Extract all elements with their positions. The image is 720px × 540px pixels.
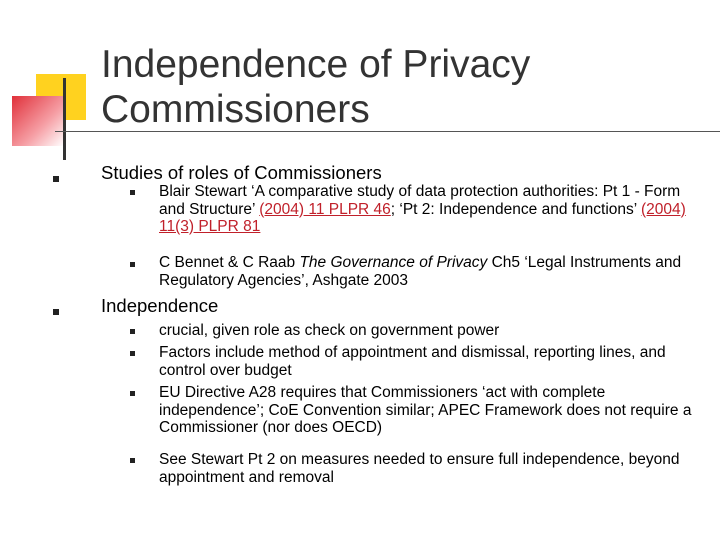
slide-title <box>101 42 701 132</box>
slide-title-line-1: Independence of Privacy <box>101 43 531 86</box>
list-item-see-stewart: See Stewart Pt 2 on measures needed to ensure full independence, beyond appointment and removal <box>159 451 680 486</box>
list-item-eu-directive: EU Directive A28 requires that Commissioners ‘act with complete independence’; CoE Convention similar; APEC Framework does not require a Commissioner (nor does OECD) <box>159 384 692 436</box>
bullet-icon <box>53 309 59 315</box>
list-item-bennet-raab <box>159 254 699 289</box>
bennet-text-a: C Bennet & C Raab <box>159 254 300 271</box>
citation-link-plpr-81[interactable]: (2004) 11(3) PLPR 81 <box>159 200 686 235</box>
section-heading-independence: Independence <box>101 295 219 316</box>
bullet-icon <box>130 262 135 267</box>
stewart-text-b: ; ‘Pt 2: Independence and functions’ <box>390 200 641 218</box>
slide-title-line-2: Commissioners <box>101 88 370 131</box>
book-title: The Governance of Privacy <box>299 254 488 271</box>
bennet-text-b: Ch5 ‘Legal Instruments and Regulatory Agencies’, Ashgate 2003 <box>159 254 682 289</box>
list-item-factors: Factors include method of appointment and dismissal, reporting lines, and control over budget <box>159 344 666 379</box>
bullet-icon <box>130 391 135 396</box>
bullet-icon <box>130 458 135 463</box>
decorative-red-square <box>12 96 64 146</box>
stewart-text-a: Blair Stewart ‘A comparative study of data protection authorities: Pt 1 - Form and Structure’ <box>159 183 681 218</box>
bullet-icon <box>130 190 135 195</box>
section-heading-studies: Studies of roles of Commissioners <box>101 162 382 183</box>
bullet-icon <box>53 176 59 182</box>
decorative-vertical-line <box>63 78 66 160</box>
bullet-icon <box>130 351 135 356</box>
list-item-stewart <box>159 183 699 236</box>
list-item-crucial: crucial, given role as check on government power <box>159 322 500 339</box>
bullet-icon <box>130 329 135 334</box>
citation-link-plpr-46[interactable]: (2004) 11 PLPR 46 <box>259 200 391 218</box>
